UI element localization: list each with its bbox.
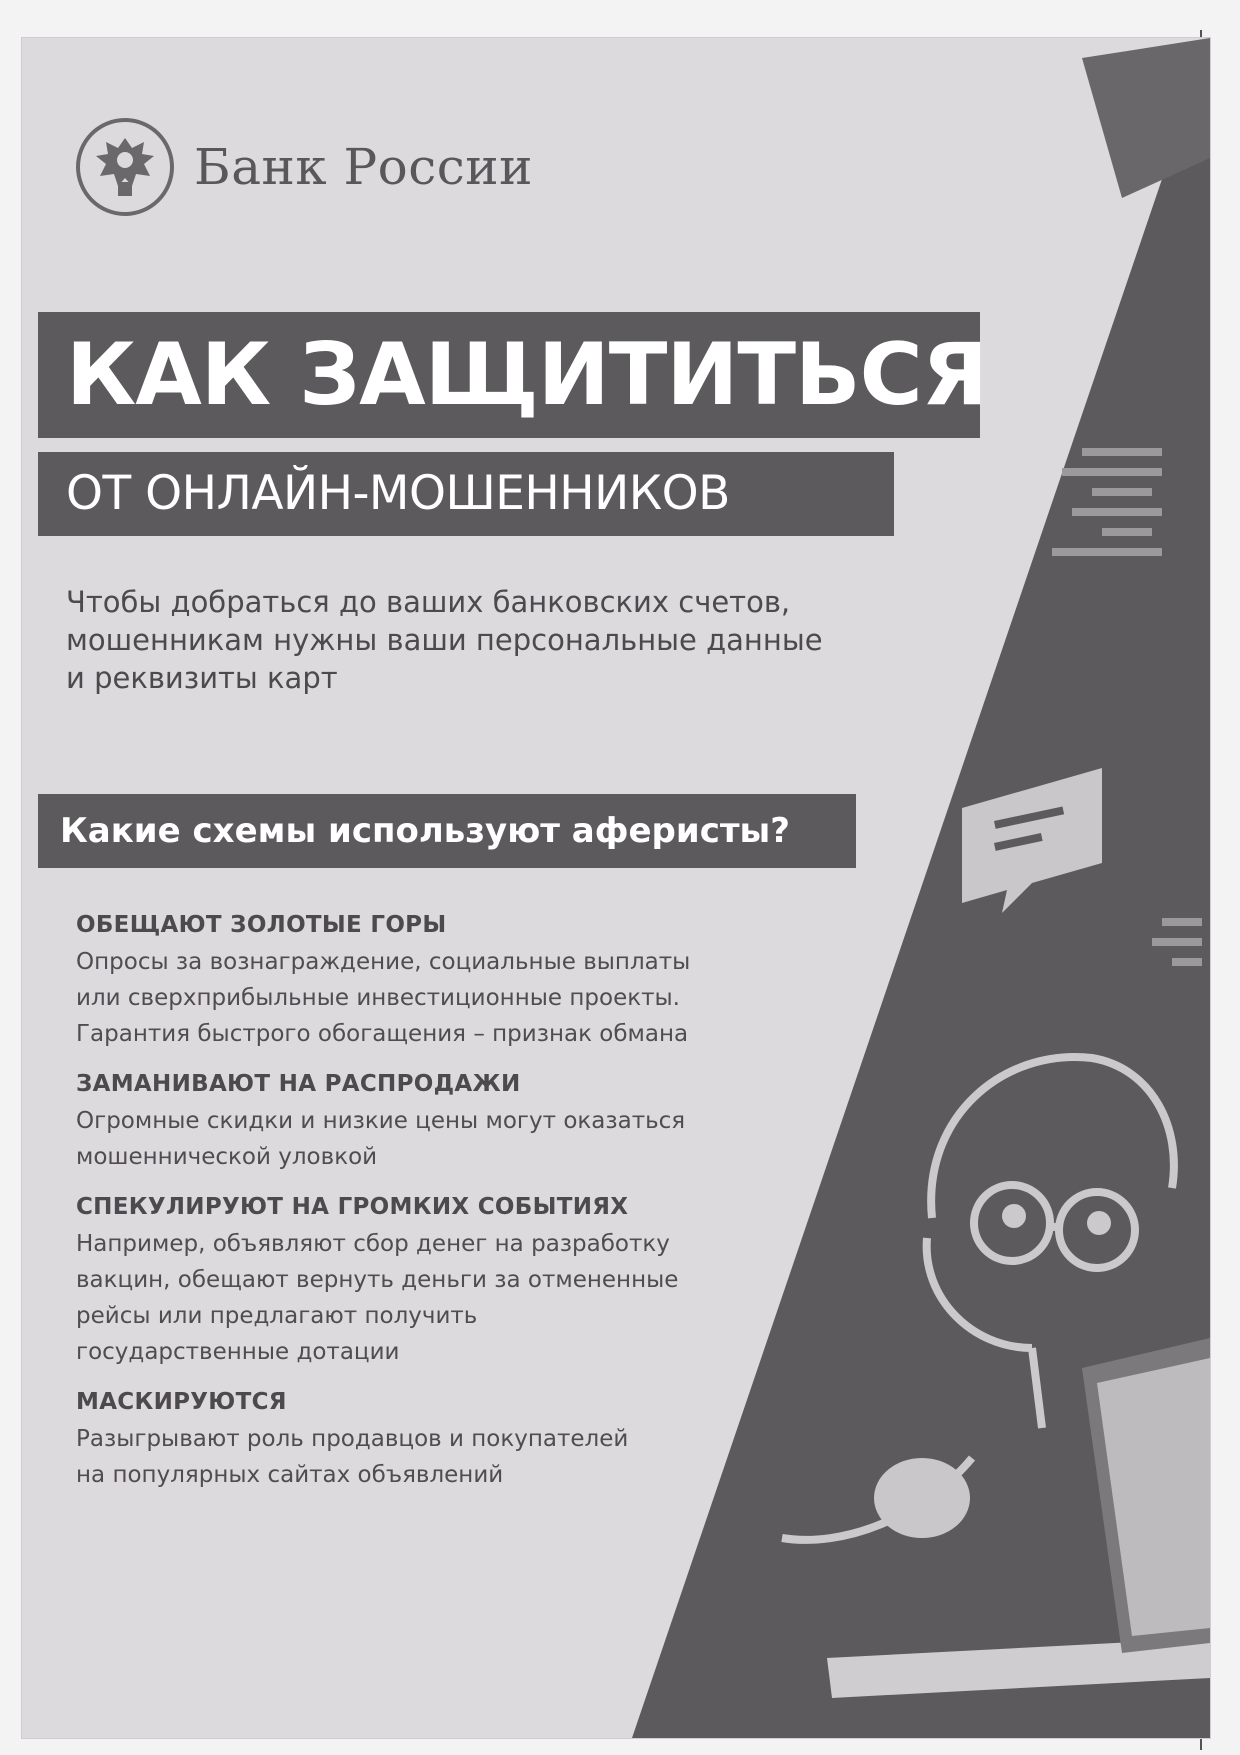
scheme-text-line: Опросы за вознаграждение, социальные выплаты	[76, 949, 691, 975]
intro-line: Чтобы добраться до ваших банковских счетов,	[66, 585, 791, 619]
hand-icon	[874, 1458, 970, 1538]
scheme-heading: СПЕКУЛИРУЮТ НА ГРОМКИХ СОБЫТИЯХ	[76, 1194, 629, 1220]
schemes-title: Какие схемы используют аферисты?	[60, 811, 791, 851]
bank-logo	[74, 116, 533, 218]
intro-paragraph	[66, 583, 946, 697]
scheme-text-line: рейсы или предлагают получить	[76, 1303, 478, 1329]
double-headed-eagle-emblem-icon	[74, 116, 176, 218]
scheme-text-line: или сверхприбыльные инвестиционные проекты.	[76, 985, 680, 1011]
scheme-heading: ОБЕЩАЮТ ЗОЛОТЫЕ ГОРЫ	[76, 912, 447, 938]
bank-name: Банк России	[194, 138, 533, 196]
scheme-item	[76, 1067, 796, 1175]
schemes-list	[76, 908, 796, 1508]
scheme-item	[76, 908, 796, 1052]
scheme-text-line: на популярных сайтах объявлений	[76, 1462, 504, 1488]
scheme-text-line: Разыгрывают роль продавцов и покупателей	[76, 1426, 629, 1452]
scheme-heading: ЗАМАНИВАЮТ НА РАСПРОДАЖИ	[76, 1071, 521, 1097]
scheme-text-line: Гарантия быстрого обогащения – признак обмана	[76, 1021, 689, 1047]
page-subtitle: ОТ ОНЛАЙН-МОШЕННИКОВ	[66, 466, 730, 521]
leaflet-page	[22, 38, 1210, 1738]
scheme-text-line: государственные дотации	[76, 1339, 400, 1365]
scheme-text-line: вакцин, обещают вернуть деньги за отмененные	[76, 1267, 679, 1293]
intro-line: мошенникам нужны ваши персональные данные	[66, 623, 823, 657]
scheme-heading: МАСКИРУЮТСЯ	[76, 1389, 287, 1415]
scheme-text-line: Огромные скидки и низкие цены могут оказаться	[76, 1108, 686, 1134]
scheme-text-line: Например, объявляют сбор денег на разработку	[76, 1231, 670, 1257]
scheme-item	[76, 1385, 796, 1493]
scheme-item	[76, 1190, 796, 1370]
intro-line: и реквизиты карт	[66, 661, 338, 695]
page-title: КАК ЗАЩИТИТЬСЯ	[66, 325, 987, 425]
scheme-text-line: мошеннической уловкой	[76, 1144, 378, 1170]
